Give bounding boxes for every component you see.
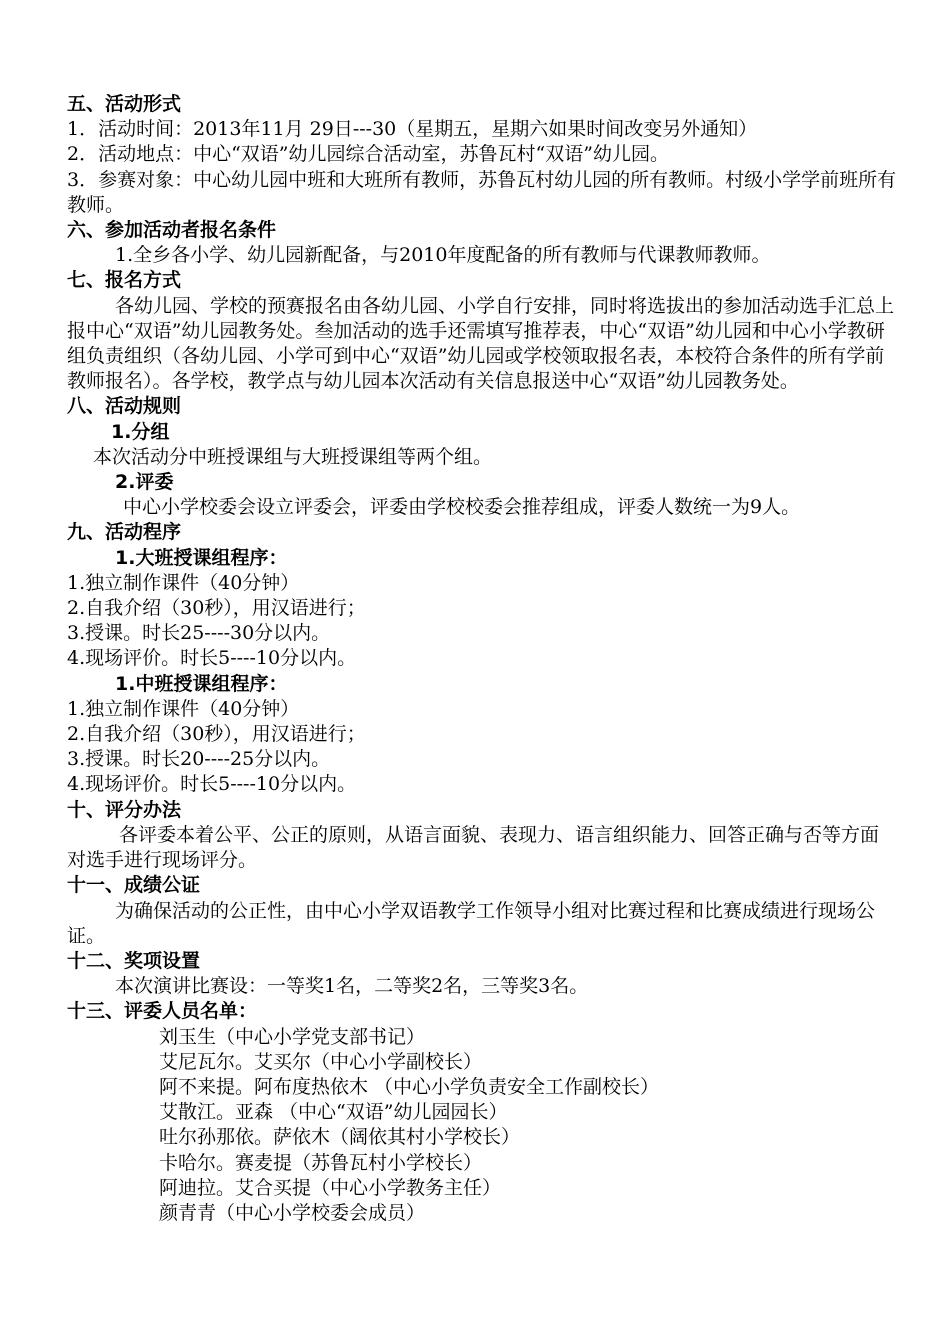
judge-list-item: 阿不来提。阿布度热依木 （中心小学负责安全工作副校长） <box>159 1075 660 1098</box>
section-heading-10: 十、评分办法 <box>67 798 182 821</box>
sec5-item-time: 1．活动时间：2013年11月 29日---30（星期五，星期六如果时间改变另外通知） <box>67 118 758 141</box>
judge-list-item: 艾尼瓦尔。艾买尔（中心小学副校长） <box>159 1050 483 1073</box>
section-heading-11: 十一、成绩公证 <box>67 874 201 897</box>
section-heading-12: 十二、奖项设置 <box>67 949 201 972</box>
sec9-big-item: 2.自我介绍（30秒），用汉语进行； <box>67 597 366 620</box>
sec8-judges-text: 中心小学校委会设立评委会，评委由学校校委会推荐组成，评委人数统一为9人。 <box>123 496 801 519</box>
sec9-big-item: 4.现场评价。时长5----10分以内。 <box>67 647 357 670</box>
sec9-big-class-title: 1.大班授课组程序： <box>115 546 288 569</box>
sec9-mid-item: 2.自我介绍（30秒），用汉语进行； <box>67 723 366 746</box>
sec9-mid-item: 1.独立制作课件（40分钟） <box>67 697 300 720</box>
sec9-mid-item: 4.现场评价。时长5----10分以内。 <box>67 773 357 796</box>
sec6-text: 1.全乡各小学、幼儿园新配备，与2010年度配备的所有教师与代课教师教师。 <box>115 244 771 267</box>
sec9-mid-class-title: 1.中班授课组程序： <box>115 672 288 695</box>
sec8-subheading-grouping: 1.分组 <box>111 420 170 443</box>
judge-list-item: 艾散江。亚森 （中心“双语”幼儿园园长） <box>159 1101 508 1124</box>
section-heading-7: 七、报名方式 <box>67 269 182 292</box>
sec5-item-place: 2．活动地点：中心“双语”幼儿园综合活动室，苏鲁瓦村“双语”幼儿园。 <box>67 143 669 166</box>
sec10-text: 各评委本着公平、公正的原则，从语言面貌、表现力、语言组织能力、回答正确与否等方面对选手进行现场评分。 <box>67 823 880 872</box>
section-heading-8: 八、活动规则 <box>67 395 182 418</box>
document-body <box>67 92 897 1226</box>
sec9-big-item: 3.授课。时长25----30分以内。 <box>67 622 331 645</box>
judge-list-item: 阿迪拉。艾合买提（中心小学教务主任） <box>159 1176 502 1199</box>
section-heading-9: 九、活动程序 <box>67 521 182 544</box>
judge-list-item: 颜青青（中心小学校委会成员） <box>159 1201 426 1224</box>
sec11-text: 为确保活动的公正性，由中心小学双语教学工作领导小组对比赛过程和比赛成绩进行现场公证。 <box>67 899 876 947</box>
judge-list-item: 刘玉生（中心小学党支部书记） <box>159 1025 426 1048</box>
section-heading-13: 十三、评委人员名单： <box>67 1000 258 1023</box>
sec7-text: 各幼儿园、学校的预赛报名由各幼儿园、小学自行安排，同时将选拔出的参加活动选手汇总上报中心“双语”幼儿园教务处。叁加活动的选手还需填写推荐表，中心“双语”幼儿园和中心小学教研组负责组织（各幼儿园、小学可到中心“双语”幼儿园或学校领取报名表，本校符合条件的所有学前教师报名）。各学校，教学点与幼儿园本次活动有关信息报送中心“双语”幼儿园教务处。 <box>67 294 895 393</box>
sec9-big-item: 1.独立制作课件（40分钟） <box>67 571 300 594</box>
section-heading-6: 六、参加活动者报名条件 <box>67 219 277 242</box>
section-heading-5: 五、活动形式 <box>67 93 182 115</box>
judge-list-item: 卡哈尔。赛麦提（苏鲁瓦村小学校长） <box>159 1151 483 1174</box>
sec8-grouping-text: 本次活动分中班授课组与大班授课组等两个组。 <box>93 445 493 468</box>
judge-list-item: 吐尔孙那依。萨依木（阔依其村小学校长） <box>159 1126 521 1149</box>
sec9-mid-item: 3.授课。时长20----25分以内。 <box>67 748 331 771</box>
sec12-text: 本次演讲比赛设：一等奖1名，二等奖2名，三等奖3名。 <box>115 975 589 998</box>
sec8-subheading-judges: 2.评委 <box>115 471 174 494</box>
sec5-item-participants: 3．参赛对象：中心幼儿园中班和大班所有教师，苏鲁瓦村幼儿园的所有教师。村级小学学前班所有教师。 <box>67 168 897 216</box>
